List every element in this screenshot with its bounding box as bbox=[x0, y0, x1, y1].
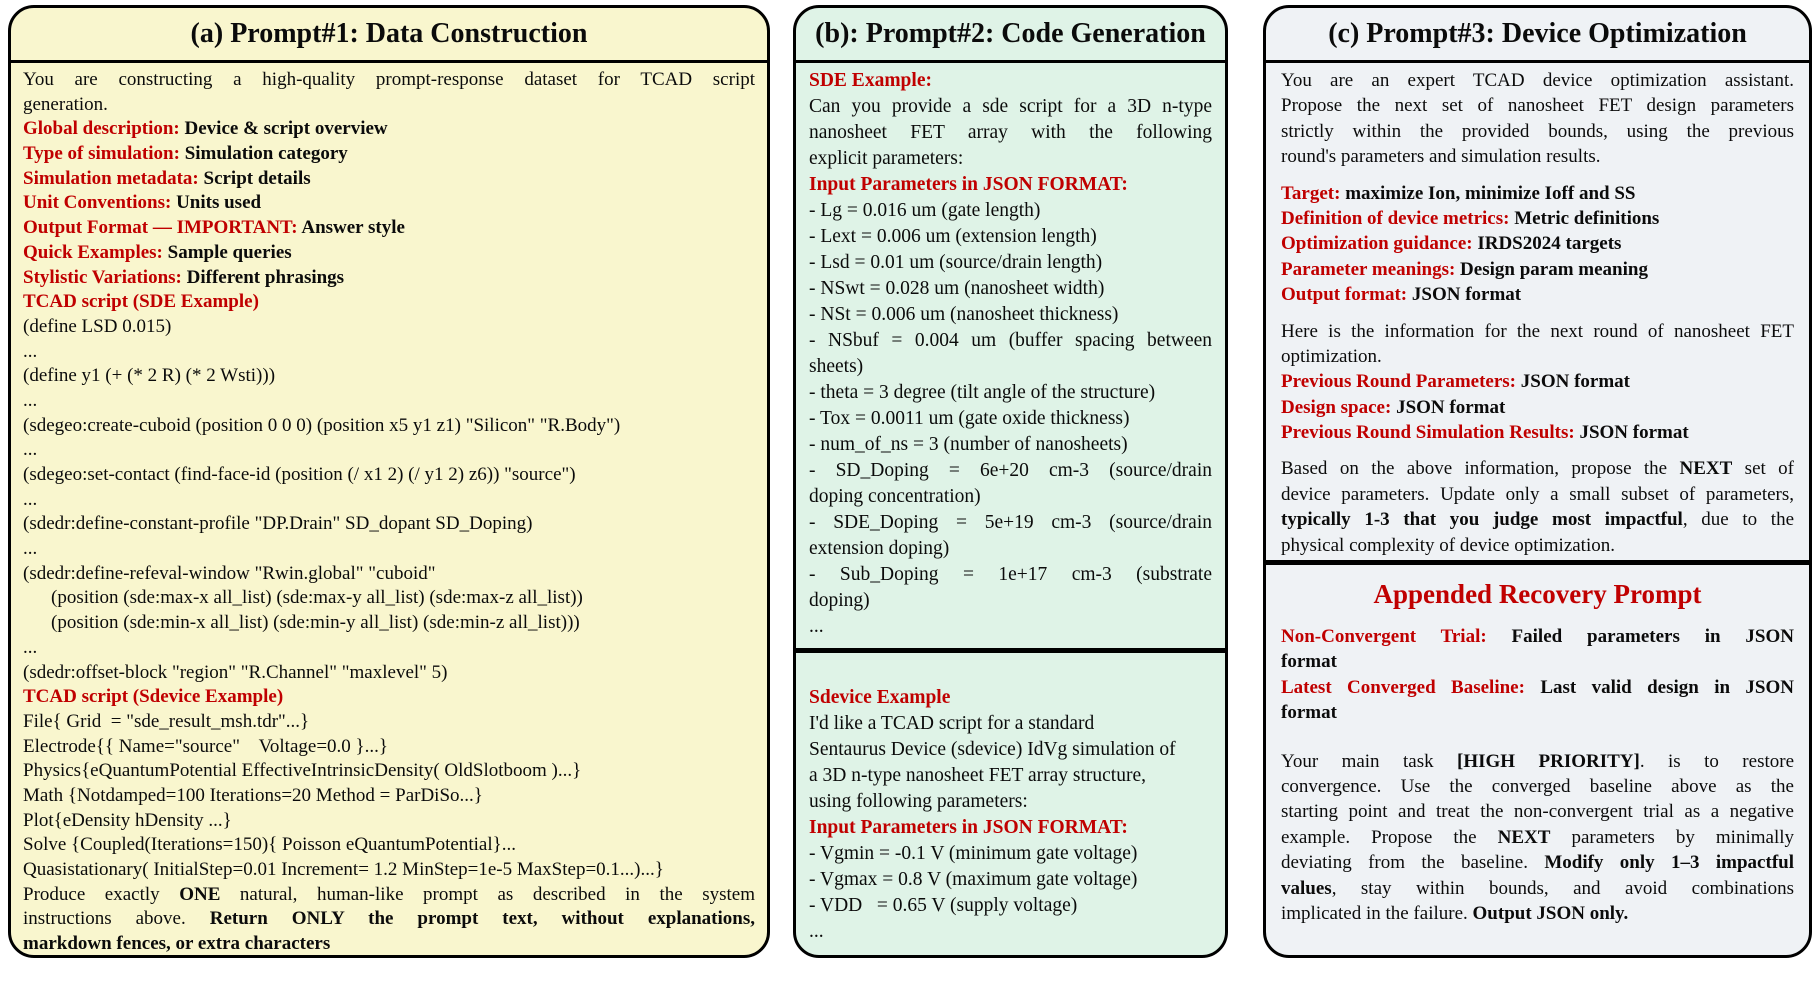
text-line bbox=[809, 789, 1212, 815]
text-segment: a 3D n-type nanosheet FET array structure, bbox=[809, 765, 1146, 786]
text-line bbox=[23, 463, 755, 488]
text-line bbox=[809, 172, 1212, 198]
section-sdevice-example-prompt bbox=[796, 648, 1225, 945]
text-line bbox=[1281, 482, 1794, 507]
field-label: TCAD script (SDE Example) bbox=[23, 291, 259, 313]
text-segment: Output JSON only. bbox=[1472, 902, 1629, 924]
text-line bbox=[809, 510, 1212, 536]
text-line bbox=[809, 893, 1212, 919]
text-line bbox=[23, 68, 755, 93]
field-label: Stylistic Variations: bbox=[23, 266, 182, 288]
field-label: Type of simulation: bbox=[23, 143, 180, 165]
text-segment: optimization. bbox=[1281, 345, 1382, 367]
text-line bbox=[1281, 282, 1794, 307]
text-segment: (define y1 (+ (* 2 R) (* 2 Wsti))) bbox=[23, 365, 276, 387]
text-line bbox=[23, 735, 755, 760]
text-segment: JSON format bbox=[1574, 422, 1689, 444]
text-line bbox=[809, 711, 1212, 737]
field-label: TCAD script (Sdevice Example) bbox=[23, 686, 284, 708]
text-line bbox=[809, 354, 1212, 380]
field-label: Input Parameters in JSON FORMAT: bbox=[809, 817, 1128, 838]
text-segment: doping concentration) bbox=[809, 486, 981, 507]
text-segment: Last valid design in JSON bbox=[1524, 676, 1794, 698]
text-segment: ... bbox=[809, 616, 824, 637]
text-segment: You are an expert TCAD device optimization assistant. bbox=[1281, 70, 1794, 91]
text-segment: - Tox = 0.0011 um (gate oxide thickness) bbox=[809, 408, 1130, 429]
text-segment: Quasistationary( InitialStep=0.01 Increment= 1.2 MinStep=1e-5 MaxStep=0.1...)...} bbox=[23, 859, 664, 880]
panel-title: (b): Prompt#2: Code Generation bbox=[796, 8, 1225, 63]
text-line bbox=[1281, 876, 1794, 901]
section-data-construction-prompt bbox=[11, 63, 767, 957]
text-line bbox=[809, 198, 1212, 224]
text-segment: implicated in the failure. bbox=[1281, 902, 1473, 924]
field-label: Output Format — IMPORTANT: bbox=[23, 217, 298, 239]
text-line bbox=[23, 809, 755, 834]
text-segment: ... bbox=[23, 389, 38, 411]
text-line bbox=[809, 815, 1212, 841]
text-segment: - Vgmin = -0.1 V (minimum gate voltage) bbox=[809, 843, 1138, 864]
text-line bbox=[23, 93, 755, 118]
text-segment: ... bbox=[23, 439, 38, 461]
text-segment: NEXT bbox=[1679, 458, 1733, 480]
text-segment: Return ONLY the prompt text, without explanations, bbox=[209, 908, 755, 930]
text-segment: ... bbox=[23, 538, 38, 560]
text-segment: IRDS2024 targets bbox=[1472, 233, 1622, 255]
field-label: Previous Round Parameters: bbox=[1281, 371, 1517, 393]
text-line bbox=[809, 867, 1212, 893]
text-line bbox=[23, 488, 755, 513]
text-line bbox=[23, 586, 755, 611]
field-label: Unit Conventions: bbox=[23, 192, 172, 214]
text-line bbox=[809, 146, 1212, 172]
text-line bbox=[1281, 369, 1794, 394]
text-segment: sheets) bbox=[809, 356, 864, 377]
text-segment: - SDE_Doping = 5e+19 cm-3 (source/drain bbox=[809, 512, 1212, 533]
text-segment: Modify only 1–3 impactful bbox=[1544, 852, 1794, 874]
text-line bbox=[23, 759, 755, 784]
field-label: Output format: bbox=[1281, 284, 1408, 306]
text-line bbox=[1281, 206, 1794, 231]
text-line bbox=[1281, 420, 1794, 445]
panel-prompt3-device-optimization bbox=[1263, 5, 1812, 958]
text-line bbox=[23, 512, 755, 537]
text-line bbox=[23, 907, 755, 932]
text-line bbox=[23, 833, 755, 858]
text-line bbox=[1281, 774, 1794, 799]
text-line bbox=[809, 224, 1212, 250]
text-line bbox=[1281, 825, 1794, 850]
text-segment: strictly within the provided bounds, using the previous bbox=[1281, 120, 1794, 142]
text-line bbox=[23, 537, 755, 562]
text-line bbox=[1281, 257, 1794, 282]
text-line bbox=[23, 266, 755, 291]
text-segment: Plot{eDensity hDensity ...} bbox=[23, 809, 232, 831]
text-segment: JSON format bbox=[1391, 396, 1506, 418]
field-label: Parameter meanings: bbox=[1281, 258, 1456, 280]
text-line bbox=[23, 389, 755, 414]
text-line bbox=[1281, 675, 1794, 700]
text-segment: ... bbox=[23, 636, 38, 658]
text-segment: typically 1-3 that you judge most impactful bbox=[1281, 509, 1683, 531]
field-label: Quick Examples: bbox=[23, 241, 163, 263]
text-segment: Answer style bbox=[297, 217, 405, 239]
text-line bbox=[809, 406, 1212, 432]
text-line bbox=[23, 117, 755, 142]
text-line bbox=[809, 432, 1212, 458]
text-segment: natural, human-like prompt as described in the system bbox=[220, 883, 755, 905]
text-line bbox=[23, 710, 755, 735]
text-line bbox=[1281, 624, 1794, 649]
text-segment: Design param meaning bbox=[1455, 258, 1648, 280]
text-segment: (position (sde:min-x all_list) (sde:min-y all_list) (sde:min-z all_list))) bbox=[51, 612, 580, 634]
text-segment: example. Propose the bbox=[1281, 826, 1498, 848]
text-line bbox=[809, 614, 1212, 640]
text-line bbox=[23, 142, 755, 167]
text-segment: , stay within bounds, and avoid combinations bbox=[1331, 877, 1794, 899]
text-line bbox=[809, 841, 1212, 867]
text-line bbox=[809, 380, 1212, 406]
text-segment: , due to the bbox=[1682, 509, 1794, 531]
text-segment: generation. bbox=[23, 93, 108, 115]
text-segment: (sdedr:define-refeval-window "Rwin.global" "cuboid" bbox=[23, 562, 436, 584]
text-line bbox=[809, 536, 1212, 562]
text-segment: Failed parameters in JSON bbox=[1486, 626, 1794, 647]
text-segment: Script details bbox=[198, 167, 311, 189]
section-sde-example-prompt bbox=[796, 63, 1225, 648]
text-segment: deviating from the baseline. bbox=[1281, 852, 1545, 874]
text-line bbox=[1281, 231, 1794, 256]
text-segment: (define LSD 0.015) bbox=[23, 315, 172, 337]
panel-title: (a) Prompt#1: Data Construction bbox=[11, 8, 767, 63]
text-line bbox=[1281, 395, 1794, 420]
text-segment: Produce exactly bbox=[23, 883, 180, 905]
text-segment: (sdegeo:set-contact (find-face-id (position (/ x1 2) (/ y1 2) z6)) "source") bbox=[23, 464, 576, 485]
section-heading: Appended Recovery Prompt bbox=[1373, 579, 1702, 609]
text-line bbox=[23, 414, 755, 439]
text-segment: extension doping) bbox=[809, 538, 950, 559]
text-segment: - Vgmax = 0.8 V (maximum gate voltage) bbox=[809, 869, 1138, 890]
text-segment: convergence. Use the converged baseline above as the bbox=[1281, 775, 1794, 797]
text-line bbox=[23, 883, 755, 908]
text-segment: . is to restore bbox=[1639, 750, 1794, 772]
text-segment: ... bbox=[23, 488, 38, 510]
text-line bbox=[809, 919, 1212, 945]
section-device-optimization-prompt bbox=[1266, 63, 1809, 560]
text-segment: device parameters. Update only a small subset of parameters, bbox=[1281, 483, 1794, 505]
field-label: Target: bbox=[1281, 182, 1341, 204]
text-line bbox=[809, 120, 1212, 146]
text-segment: physical complexity of device optimization. bbox=[1281, 534, 1615, 556]
text-segment: Simulation category bbox=[179, 143, 348, 165]
field-label: Input Parameters in JSON FORMAT: bbox=[809, 174, 1128, 195]
text-segment: Math {Notdamped=100 Iterations=20 Method = ParDiSo...} bbox=[23, 784, 483, 806]
text-line bbox=[809, 328, 1212, 354]
text-line bbox=[809, 276, 1212, 302]
text-line bbox=[809, 68, 1212, 94]
panel-body bbox=[1266, 63, 1809, 926]
text-segment: using following parameters: bbox=[809, 791, 1028, 812]
field-label: SDE Example: bbox=[809, 70, 932, 91]
text-segment: explicit parameters: bbox=[809, 148, 964, 169]
text-line bbox=[1281, 901, 1794, 926]
text-segment: File{ Grid = "sde_result_msh.tdr"...} bbox=[23, 710, 310, 732]
text-segment: I'd like a TCAD script for a standard bbox=[809, 713, 1095, 734]
text-segment: Solve {Coupled(Iterations=150){ Poisson eQuantumPotential}... bbox=[23, 834, 516, 856]
field-label: Definition of device metrics: bbox=[1281, 207, 1510, 229]
text-segment: doping) bbox=[809, 590, 870, 611]
text-segment: Can you provide a sde script for a 3D n-type bbox=[809, 96, 1212, 117]
text-line bbox=[1281, 119, 1794, 144]
text-segment: JSON format bbox=[1407, 284, 1522, 306]
text-line bbox=[23, 241, 755, 266]
text-segment: - theta = 3 degree (tilt angle of the structure) bbox=[809, 382, 1156, 403]
field-label: Optimization guidance: bbox=[1281, 233, 1473, 255]
text-segment: Sample queries bbox=[162, 241, 292, 263]
field-label: Global description: bbox=[23, 118, 180, 140]
text-line bbox=[1281, 507, 1794, 532]
text-line bbox=[23, 191, 755, 216]
text-segment: [HIGH PRIORITY] bbox=[1457, 750, 1640, 772]
text-line bbox=[23, 685, 755, 710]
text-line bbox=[23, 636, 755, 661]
text-line bbox=[1281, 700, 1794, 725]
text-line bbox=[809, 562, 1212, 588]
field-label: Non-Convergent Trial: bbox=[1281, 626, 1487, 647]
text-segment: Device & script overview bbox=[179, 118, 388, 140]
text-line bbox=[809, 588, 1212, 614]
panel-title: (c) Prompt#3: Device Optimization bbox=[1266, 8, 1809, 63]
field-label: Simulation metadata: bbox=[23, 167, 199, 189]
text-segment: Units used bbox=[171, 192, 262, 214]
text-segment: Propose the next set of nanosheet FET design parameters bbox=[1281, 95, 1794, 117]
text-segment: ... bbox=[809, 921, 824, 942]
text-segment: (sdegeo:create-cuboid (position 0 0 0) (position x5 y1 z1) "Silicon" "R.Body") bbox=[23, 414, 621, 436]
text-line bbox=[1281, 749, 1794, 774]
text-segment: - SD_Doping = 6e+20 cm-3 (source/drain bbox=[809, 460, 1212, 481]
panel-prompt2-code-generation bbox=[793, 5, 1228, 958]
text-line bbox=[1281, 68, 1794, 93]
text-segment: instructions above. bbox=[23, 908, 210, 930]
text-segment: Based on the above information, propose the bbox=[1281, 458, 1680, 480]
text-line bbox=[23, 661, 755, 686]
text-segment: You are constructing a high-quality prompt-response dataset for TCAD script bbox=[23, 69, 755, 90]
text-line bbox=[1281, 649, 1794, 674]
section-appended-recovery-prompt bbox=[1266, 560, 1809, 926]
text-line bbox=[23, 167, 755, 192]
text-segment: format bbox=[1281, 702, 1337, 724]
text-line bbox=[1281, 344, 1794, 369]
text-segment: Metric definitions bbox=[1509, 207, 1660, 229]
text-segment: - NSbuf = 0.004 um (buffer spacing between bbox=[809, 330, 1212, 351]
panel-body bbox=[796, 63, 1225, 945]
text-segment: - num_of_ns = 3 (number of nanosheets) bbox=[809, 434, 1128, 455]
text-segment: - Lg = 0.016 um (gate length) bbox=[809, 200, 1041, 221]
field-label: Design space: bbox=[1281, 396, 1392, 418]
text-line bbox=[1281, 144, 1794, 169]
text-line bbox=[23, 340, 755, 365]
field-label: Latest Converged Baseline: bbox=[1281, 676, 1525, 698]
text-segment: (sdedr:define-constant-profile "DP.Drain" SD_dopant SD_Doping) bbox=[23, 513, 533, 535]
text-segment: ONE bbox=[179, 883, 221, 905]
text-line bbox=[809, 250, 1212, 276]
text-segment: maximize Ion, minimize Ioff and SS bbox=[1340, 182, 1636, 204]
text-line bbox=[23, 216, 755, 241]
text-segment: Physics{eQuantumPotential EffectiveIntrinsicDensity( OldSlotboom )...} bbox=[23, 760, 582, 782]
text-line bbox=[809, 763, 1212, 789]
panel-prompt1-data-construction bbox=[8, 5, 770, 958]
text-segment: values bbox=[1281, 877, 1332, 899]
field-label: Sdevice Example bbox=[809, 687, 951, 708]
text-segment: Your main task bbox=[1281, 750, 1458, 772]
text-segment: - Lsd = 0.01 um (source/drain length) bbox=[809, 252, 1103, 273]
text-line bbox=[1281, 799, 1794, 824]
text-line bbox=[23, 562, 755, 587]
text-line bbox=[1281, 181, 1794, 206]
text-line bbox=[23, 364, 755, 389]
text-segment: parameters by minimally bbox=[1550, 826, 1794, 848]
text-segment: set of bbox=[1732, 458, 1794, 480]
field-label: Previous Round Simulation Results: bbox=[1281, 422, 1575, 444]
panel-body bbox=[11, 63, 767, 957]
text-line bbox=[809, 484, 1212, 510]
text-line bbox=[809, 302, 1212, 328]
text-segment: round's parameters and simulation results. bbox=[1281, 146, 1601, 168]
text-segment: NEXT bbox=[1497, 826, 1551, 848]
text-line bbox=[1281, 93, 1794, 118]
text-segment: - NSt = 0.006 um (nanosheet thickness) bbox=[809, 304, 1119, 325]
text-segment: format bbox=[1281, 651, 1337, 673]
text-segment: - VDD = 0.65 V (supply voltage) bbox=[809, 895, 1078, 916]
text-line bbox=[23, 611, 755, 636]
text-line bbox=[23, 858, 755, 883]
text-line bbox=[23, 932, 755, 957]
text-segment: ... bbox=[23, 340, 38, 362]
text-segment: Different phrasings bbox=[181, 266, 345, 288]
text-segment: markdown fences, or extra characters bbox=[23, 933, 331, 955]
text-segment: Sentaurus Device (sdevice) IdVg simulation of bbox=[809, 739, 1176, 760]
text-segment: starting point and treat the non-convergent trial as a negative bbox=[1281, 801, 1794, 823]
text-segment: (position (sde:max-x all_list) (sde:max-y all_list) (sde:max-z all_list)) bbox=[51, 587, 583, 609]
text-line bbox=[809, 685, 1212, 711]
text-line bbox=[23, 315, 755, 340]
text-segment: JSON format bbox=[1516, 371, 1630, 393]
text-line bbox=[23, 784, 755, 809]
text-line bbox=[809, 94, 1212, 120]
text-line bbox=[1281, 850, 1794, 875]
text-segment: - Sub_Doping = 1e+17 cm-3 (substrate bbox=[809, 564, 1212, 585]
text-segment: - NSwt = 0.028 um (nanosheet width) bbox=[809, 278, 1105, 299]
text-line bbox=[809, 458, 1212, 484]
text-line bbox=[1281, 456, 1794, 481]
text-line bbox=[809, 737, 1212, 763]
text-segment: Here is the information for the next round of nanosheet FET bbox=[1281, 320, 1794, 342]
text-line bbox=[23, 290, 755, 315]
text-segment: nanosheet FET array with the following bbox=[809, 122, 1212, 143]
text-segment: - Lext = 0.006 um (extension length) bbox=[809, 226, 1097, 247]
text-segment: Electrode{{ Name="source" Voltage=0.0 }...} bbox=[23, 735, 389, 757]
text-line bbox=[1281, 319, 1794, 344]
text-line bbox=[1281, 533, 1794, 558]
text-line bbox=[23, 438, 755, 463]
text-segment: (sdedr:offset-block "region" "R.Channel" "maxlevel" 5) bbox=[23, 661, 448, 683]
